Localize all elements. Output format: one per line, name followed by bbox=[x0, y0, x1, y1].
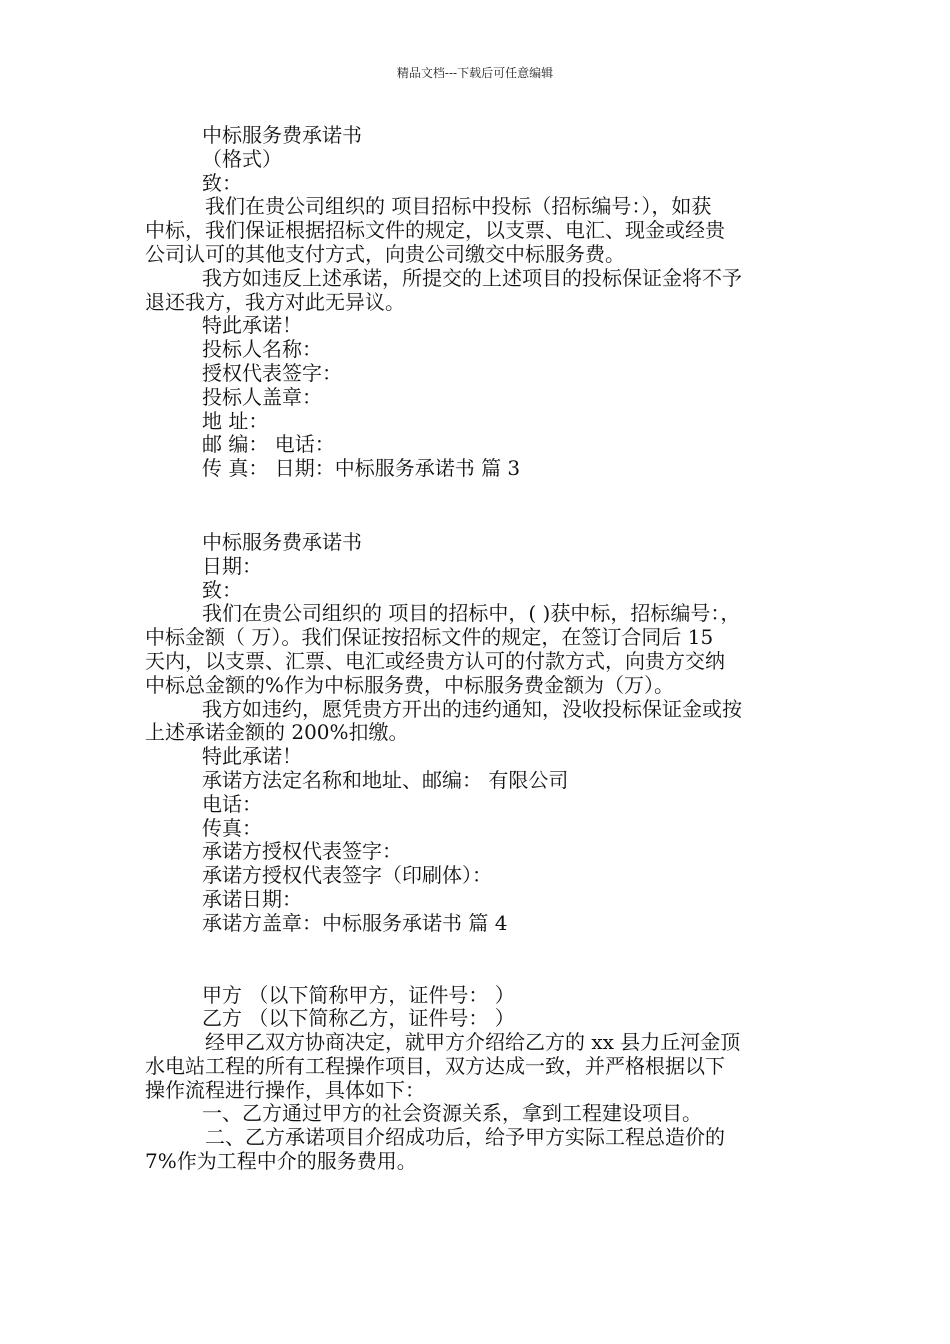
section1-p1-line: 中标，我们保证根据招标文件的规定，以支票、电汇、现金或经贵 bbox=[145, 218, 725, 243]
section2-field: 承诺方法定名称和地址、邮编： 有限公司 bbox=[202, 767, 569, 792]
section2-date: 日期： bbox=[202, 553, 262, 578]
section3-item1: 一、乙方通过甲方的社会资源关系，拿到工程建设项目。 bbox=[202, 1101, 702, 1126]
section3-party-a: 甲方 （以下简称甲方，证件号： ） bbox=[202, 982, 515, 1007]
section2-p2-line: 我方如违约，愿凭贵方开出的违约通知，没收投标保证金或按 bbox=[202, 696, 742, 721]
section2-p2-line: 上述承诺金额的 200%扣缴。 bbox=[145, 720, 409, 745]
section2-p1-line: 天内，以支票、汇票、电汇或经贵方认可的付款方式，向贵方交纳 bbox=[145, 648, 725, 673]
section1-field: 特此承诺！ bbox=[202, 313, 302, 338]
section1-title: 中标服务费承诺书 bbox=[202, 123, 362, 147]
section1-field: 投标人名称： bbox=[202, 337, 322, 362]
section1-p1-line: 我们在贵公司组织的 项目招标中投标（招标编号：），如获 bbox=[205, 194, 712, 219]
section2-p1-line: 中标金额（ 万）。我们保证按招标文件的规定，在签订合同后 15 bbox=[145, 625, 714, 650]
section2-field: 承诺方授权代表签字： bbox=[202, 839, 402, 864]
section1-p2-line: 我方如违反上述承诺，所提交的上述项目的投标保证金将不予 bbox=[202, 265, 742, 290]
section2-p1-line: 中标总金额的%作为中标服务费，中标服务费金额为（万）。 bbox=[145, 672, 675, 697]
section3-party-b: 乙方 （以下简称乙方，证件号： ） bbox=[202, 1006, 515, 1031]
section2-field: 电话： bbox=[202, 791, 262, 816]
section3-p1-line: 经甲乙双方协商决定，就甲方介绍给乙方的 xx 县力丘河金顶 bbox=[205, 1030, 741, 1055]
section2-field: 特此承诺！ bbox=[202, 744, 302, 769]
section3-item2-line: 二、乙方承诺项目介绍成功后，给予甲方实际工程总造价的 bbox=[205, 1125, 725, 1150]
section1-field: 邮 编： 电话： bbox=[202, 432, 335, 457]
section1-to: 致： bbox=[202, 170, 242, 195]
section2-field: 承诺方授权代表签字（印刷体）： bbox=[202, 863, 492, 888]
page-header: 精品文档---下载后可任意编辑 bbox=[396, 66, 554, 80]
section2-field: 承诺日期： bbox=[202, 886, 302, 911]
section1-p1-line: 公司认可的其他支付方式，向贵公司缴交中标服务费。 bbox=[145, 241, 625, 266]
section2-field: 承诺方盖章：中标服务承诺书 篇 4 bbox=[202, 910, 508, 935]
section1-field: 地 址： bbox=[202, 408, 269, 433]
section3-p1-line: 水电站工程的所有工程操作项目，双方达成一致，并严格根据以下 bbox=[145, 1053, 725, 1078]
section1-p2-line: 退还我方，我方对此无异议。 bbox=[145, 289, 405, 314]
section1-format: （格式） bbox=[202, 146, 282, 171]
section3-p1-line: 操作流程进行操作，具体如下： bbox=[145, 1077, 425, 1102]
section2-p1-line: 我们在贵公司组织的 项目的招标中，( )获中标，招标编号：， bbox=[202, 601, 741, 626]
section3-item2-line: 7%作为工程中介的服务费用。 bbox=[145, 1149, 417, 1174]
section1-field: 授权代表签字： bbox=[202, 360, 342, 385]
document-body bbox=[145, 124, 810, 1174]
section1-field: 投标人盖章： bbox=[202, 384, 322, 409]
section2-to: 致： bbox=[202, 577, 242, 602]
section2-field: 传真： bbox=[202, 815, 262, 840]
section2-title: 中标服务费承诺书 bbox=[202, 529, 362, 554]
section1-field: 传 真： 日期：中标服务承诺书 篇 3 bbox=[202, 456, 521, 481]
